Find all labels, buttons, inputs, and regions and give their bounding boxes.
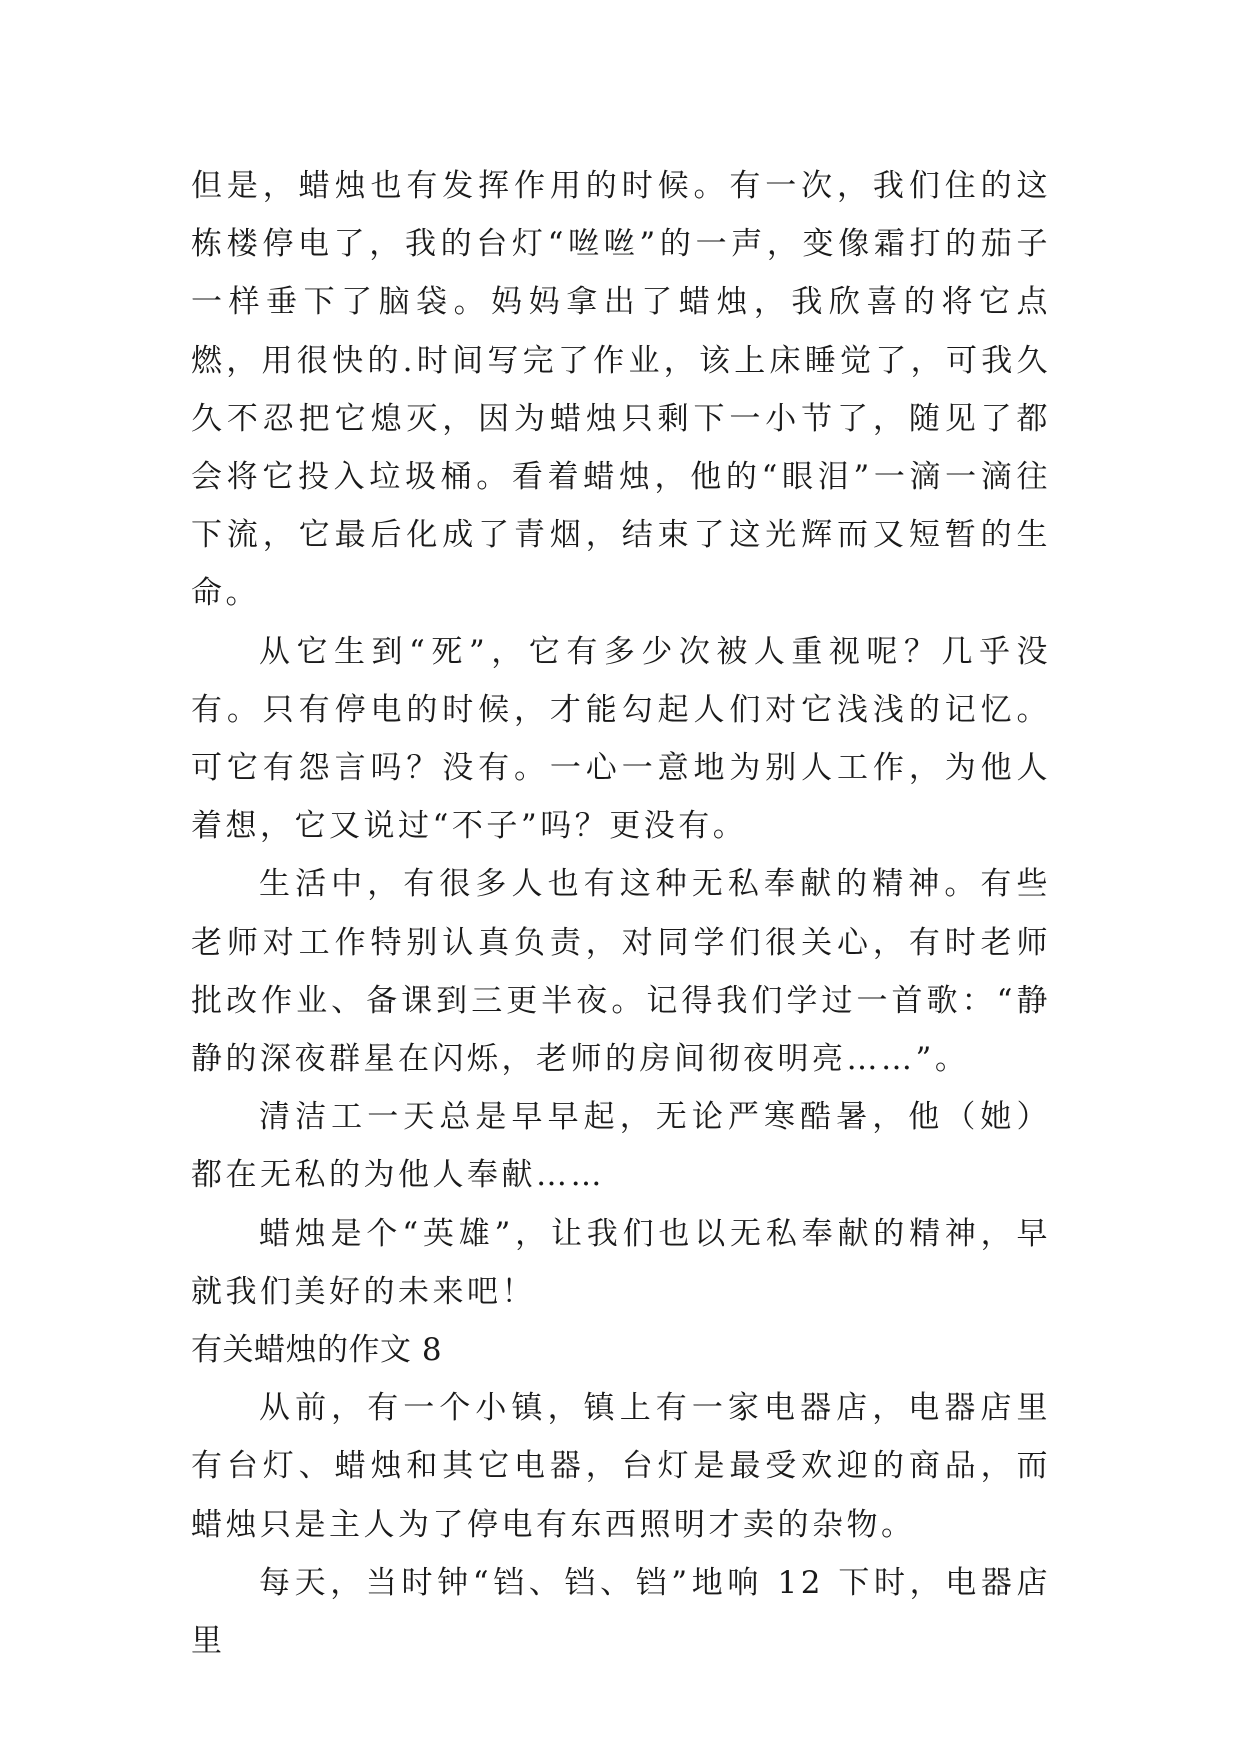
paragraph-candle-blackout: 但是，蜡烛也有发挥作用的时候。有一次，我们住的这栋楼停电了，我的台灯“咝咝”的一声，变像霜打的茄子一样垂下了脑袋。妈妈拿出了蜡烛，我欣喜的将它点燃，用很快的.时间写完了作业，该上床睡觉了，可我久久不忍把它熄灭，因为蜡烛只剩下一小节了，随见了都会将它投入垃圾桶。看着蜡烛，他的“眼泪”一滴一滴往下流，它最后化成了青烟，结束了这光辉而又短暂的生命。: [191, 168, 1051, 612]
paragraph-candle-ignored: 从它生到“死”，它有多少次被人重视呢？几乎没有。只有停电的时候，才能勾起人们对它浅浅的记忆。可它有怨言吗？没有。一心一意地为别人工作，为他人着想，它又说过“不子”吗？更没有。: [191, 633, 1051, 845]
text-column: [191, 157, 1051, 1670]
paragraph-small-town: 从前，有一个小镇，镇上有一家电器店，电器店里有台灯、蜡烛和其它电器，台灯是最受欢迎的商品，而蜡烛只是主人为了停电有东西照明才卖的杂物。: [191, 1390, 1051, 1543]
section-heading: 有关蜡烛的作文 8: [191, 1332, 443, 1369]
paragraph-hero: 蜡烛是个“英雄”，让我们也以无私奉献的精神，早就我们美好的未来吧！: [191, 1215, 1051, 1310]
paragraph-clock: 每天，当时钟“铛、铛、铛”地响 12 下时，电器店里: [191, 1564, 1051, 1660]
paragraph-cleaners: 清洁工一天总是早早起，无论严寒酷暑，他（她）都在无私的为他人奉献……: [191, 1099, 1051, 1194]
paragraph-teachers: 生活中，有很多人也有这种无私奉献的精神。有些老师对工作特别认真负责，对同学们很关心，有时老师批改作业、备课到三更半夜。记得我们学过一首歌：“静静的深夜群星在闪烁，老师的房间彻夜明亮……”。: [191, 866, 1051, 1078]
